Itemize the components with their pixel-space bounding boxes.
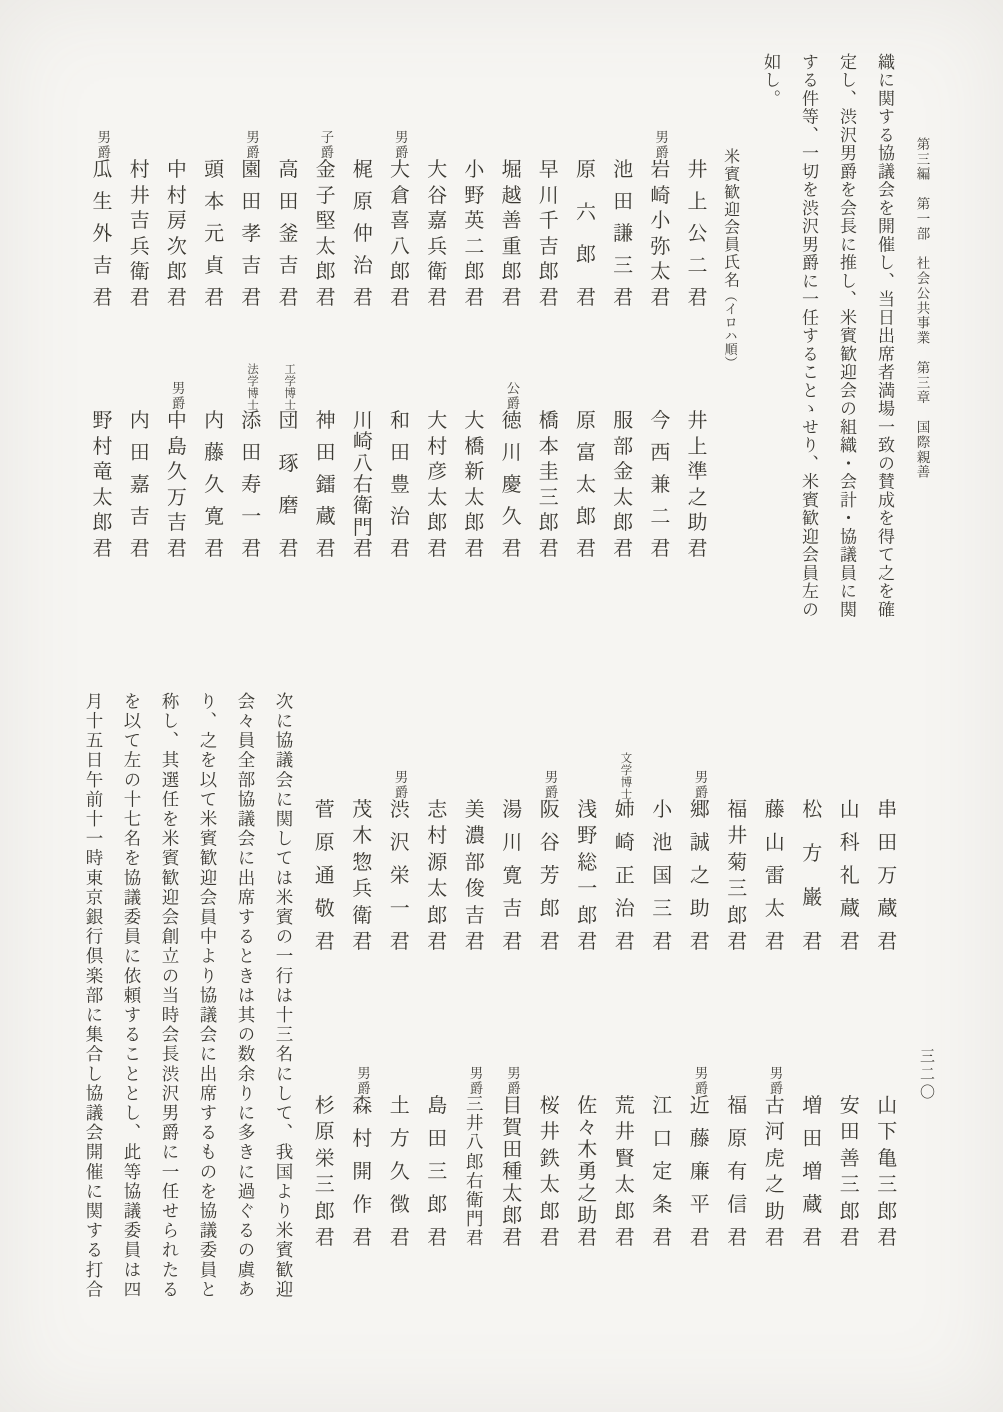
member-name: 杉 原 栄 三 郎 君 [314,1095,335,1249]
title-slot [679,114,716,160]
noble-title: 男爵 [392,130,408,160]
member-column [381,754,419,1248]
member-name: 橋 本 圭 三 郎 君 [538,410,559,560]
title-slot [270,114,307,160]
column-gap [344,308,381,365]
member-name: 島 田 三 郎 君 [427,1095,448,1249]
title-slot [456,754,494,800]
member-name: 湯 川 寛 吉 君 [502,799,523,953]
noble-title: 男爵 [692,1066,708,1096]
member-column [606,754,644,1248]
paragraph-line: 織に関する協議会を開催し、当日出席者満場一致の賛成を得て之を確 [875,53,894,619]
noble-title: 男爵 [692,770,708,800]
title-slot [569,754,607,800]
noble-title: 男爵 [169,381,185,411]
paragraph-line: 次に協議会に関しては米賓の一行は十三名にして、我国より米賓歓迎 [274,692,294,1300]
title-slot [121,114,158,160]
column-gap [719,952,757,1050]
title-slot [419,754,457,800]
title-slot [456,114,493,160]
paragraph-line: 会々員全部協議会に出席するときは其の数余りに多きに過ぐるの虞あ [236,692,256,1300]
noble-title: 法学博士 [246,363,258,411]
member-column [344,754,382,1248]
title-slot [381,754,419,800]
column-gap [679,308,716,365]
member-name: 原 富 太 郎 君 [575,410,596,560]
column-gap [456,952,494,1050]
member-column [494,754,532,1248]
member-name: 金 子 堅 太 郎 君 [315,159,336,309]
title-slot [606,754,644,800]
title-slot [605,365,642,411]
column-gap [494,952,532,1050]
title-slot [756,1050,794,1096]
member-name: 茂 木 惣 兵 衛 君 [352,799,373,953]
member-name: 渋 沢 栄 一 君 [389,799,410,953]
member-column [121,114,158,559]
column-gap [530,308,567,365]
member-name: 堀 越 善 重 郎 君 [501,159,522,309]
member-name: 岩 崎 小 弥 太 君 [650,159,671,309]
member-name: 菅 原 通 敬 君 [314,799,335,953]
noble-title: 男爵 [95,130,111,160]
member-column [679,114,716,559]
title-slot [644,1050,682,1096]
member-name: 村 井 吉 兵 衛 君 [129,159,150,309]
member-column [307,114,344,559]
column-gap [869,952,907,1050]
column-gap [794,952,832,1050]
member-column [270,114,307,559]
member-name: 原 六 郎 君 [575,159,596,309]
title-slot [530,365,567,411]
noble-title: 文学博士 [619,752,632,800]
member-name: 佐 々 木 勇 之 助 君 [577,1095,598,1249]
member-column [456,754,494,1248]
member-name: 内 田 嘉 吉 君 [129,410,150,560]
member-name: 和 田 豊 治 君 [390,410,410,560]
member-name: 古 河 虎 之 助 君 [764,1095,785,1249]
column-gap [382,308,419,365]
closing-paragraph [75,692,303,1337]
member-name: 池 田 謙 三 君 [613,159,634,309]
title-slot [419,114,456,160]
member-column [344,114,381,559]
member-name: 大 倉 喜 八 郎 君 [390,159,410,309]
member-name: 串 田 万 蔵 君 [877,799,898,953]
title-slot [84,365,121,411]
member-name: 早 川 千 吉 郎 君 [538,159,559,309]
member-name: 安 田 善 三 郎 君 [839,1095,860,1249]
column-gap [681,952,719,1050]
member-column [569,754,607,1248]
noble-title: 男爵 [653,130,669,160]
title-slot [419,1050,457,1096]
noble-title: 男爵 [355,1066,370,1096]
title-slot [531,754,569,800]
member-column [419,114,456,559]
member-name: 郷 誠 之 助 君 [689,799,710,953]
title-slot [233,114,270,160]
column-gap [605,308,642,365]
title-slot [306,1050,344,1096]
member-name: 野 村 竜 太 郎 君 [92,410,113,560]
member-column [419,754,457,1248]
title-slot [679,365,716,411]
member-name: 徳 川 慶 久 君 [501,410,522,560]
title-slot [605,114,642,160]
title-slot [493,365,530,411]
title-slot [382,114,419,160]
title-slot [831,754,869,800]
title-slot [719,1050,757,1096]
member-name: 小 野 英 二 郎 君 [464,159,485,309]
member-list-title-note: （イロハ順） [722,288,738,370]
title-slot [158,365,195,411]
member-name: 阪 谷 芳 郎 君 [539,799,560,953]
title-slot [307,365,344,411]
member-name: 山 科 礼 蔵 君 [839,799,860,953]
member-name: 福 井 菊 三 郎 君 [727,799,748,953]
member-name: 添 田 寿 一 君 [241,410,262,560]
member-column [794,754,832,1248]
paragraph-line: を以て左の十七名を協議委員に依頼することとし、此等協議委員は四 [122,692,142,1300]
title-slot [681,754,719,800]
column-gap [270,308,307,365]
member-name: 三 井 八 郎 右 衛 門 君 [466,1094,484,1249]
title-slot [306,754,344,800]
committee-name-list [306,754,906,1248]
title-slot [196,114,233,160]
member-name: 神 田 鐳 蔵 君 [315,410,336,560]
member-column [719,754,757,1248]
member-column [644,754,682,1248]
noble-title: 男爵 [244,130,259,160]
member-column [605,114,642,559]
member-column [493,114,530,559]
member-column [756,754,794,1248]
title-slot [794,754,832,800]
title-slot [606,1050,644,1096]
title-slot [493,114,530,160]
title-slot [569,1050,607,1096]
member-name: 荒 井 賢 太 郎 君 [614,1095,635,1249]
member-name: 内 藤 久 寛 君 [204,410,225,560]
title-slot [531,1050,569,1096]
member-name: 松 方 巌 君 [802,799,823,953]
member-name: 福 原 有 信 君 [727,1095,748,1249]
paragraph-line: 月十五日午前十一時東京銀行倶楽部に集合し協議会開催に関する打合 [84,692,104,1300]
member-name: 近 藤 廉 平 君 [689,1095,710,1249]
title-slot [233,365,270,411]
opening-paragraph [751,53,903,643]
title-slot [831,1050,869,1096]
member-name: 川 崎 八 右 衛 門 君 [352,410,373,560]
member-name-list [84,114,716,559]
title-slot [381,1050,419,1096]
paragraph-line: り、之を以て米賓歓迎会員中より協議会に出席するものを協議委員と [198,692,218,1300]
member-name: 浅 野 総 一 郎 君 [577,799,598,953]
member-name: 土 方 久 徴 君 [389,1095,410,1249]
paragraph-line: 定し、渋沢男爵を会長に推し、米賓歓迎会の組織・会計・協議員に関 [837,53,856,619]
member-name: 服 部 金 太 郎 君 [613,410,634,560]
member-name: 梶 原 仲 治 君 [352,159,373,309]
column-gap [756,952,794,1050]
title-slot [307,114,344,160]
column-gap [121,308,158,365]
title-slot [794,1050,832,1096]
column-gap [381,952,419,1050]
noble-title: 男爵 [467,1066,483,1096]
column-gap [344,952,382,1050]
column-gap [307,308,344,365]
member-column [567,114,604,559]
member-name: 小 池 国 三 君 [652,799,673,953]
column-gap [84,308,121,365]
member-column [84,114,121,559]
member-name: 団 琢 磨 君 [278,410,299,560]
member-column [531,754,569,1248]
column-gap [569,952,607,1050]
member-list-title-text: 米賓歓迎会員氏名 [721,148,739,289]
member-column [642,114,679,559]
chapter-header: 第三編 第一部 社会公共事業 第三章 国際親善 [914,137,930,480]
member-column [233,114,270,559]
title-slot [84,114,121,160]
column-gap [567,308,604,365]
member-name: 今 西 兼 二 君 [650,410,671,560]
noble-title: 工学博士 [283,363,296,411]
title-slot [196,365,233,411]
noble-title: 男爵 [767,1066,783,1096]
member-column [158,114,195,559]
member-list-title [721,148,739,369]
column-gap [196,308,233,365]
column-gap [831,952,869,1050]
column-gap [158,308,195,365]
member-column [831,754,869,1248]
title-slot [869,754,907,800]
paragraph-line: する件等、一切を渋沢男爵に一任することゝせり、米賓歓迎会員左の [799,53,818,619]
column-gap [456,308,493,365]
member-name: 大 村 彦 太 郎 君 [427,410,448,560]
title-slot [456,365,493,411]
title-slot [567,114,604,160]
member-column [306,754,344,1248]
member-column [456,114,493,559]
member-name: 山 下 亀 三 郎 君 [877,1095,898,1249]
column-gap [306,952,344,1050]
title-slot [344,365,381,411]
column-gap [606,952,644,1050]
member-name: 井 上 公 二 君 [687,159,708,309]
column-gap [531,952,569,1050]
title-slot [456,1050,494,1096]
member-column [382,114,419,559]
title-slot [382,365,419,411]
member-column [530,114,567,559]
member-name: 姉 崎 正 治 君 [614,799,635,953]
title-slot [869,1050,907,1096]
title-slot [344,114,381,160]
member-name: 大 谷 嘉 兵 衛 君 [427,159,448,309]
column-gap [233,308,270,365]
noble-title: 子爵 [318,130,334,160]
member-name: 藤 山 雷 太 君 [764,799,785,953]
member-name: 大 橋 新 太 郎 君 [464,410,485,560]
title-slot [270,365,307,411]
title-slot [644,754,682,800]
member-name: 井 上 準 之 助 君 [687,410,708,560]
title-slot [494,1050,532,1096]
member-name: 中 村 房 次 郎 君 [166,159,187,309]
title-slot [344,1050,382,1096]
member-name: 桜 井 鉄 太 郎 君 [539,1095,560,1249]
column-gap [642,308,679,365]
title-slot [344,754,382,800]
noble-title: 男爵 [392,770,408,800]
member-column [869,754,907,1248]
paragraph-line: 如し。 [761,53,780,108]
member-name: 森 村 開 作 君 [352,1095,373,1249]
noble-title: 公爵 [504,381,520,411]
paragraph-line: 称し、其選任を米賓歓迎会創立の当時会長渋沢男爵に一任せられたる [160,692,180,1300]
member-name: 増 田 増 蔵 君 [802,1095,823,1249]
title-slot [642,365,679,411]
member-column [196,114,233,559]
column-gap [644,952,682,1050]
member-name: 美 濃 部 俊 吉 君 [464,799,485,953]
member-name: 志 村 源 太 郎 君 [427,799,448,953]
member-column [681,754,719,1248]
title-slot [719,754,757,800]
member-name: 園 田 孝 吉 君 [241,159,262,309]
title-slot [158,114,195,160]
title-slot [567,365,604,411]
title-slot [681,1050,719,1096]
member-name: 高 田 釜 吉 君 [278,159,299,309]
title-slot [121,365,158,411]
member-name: 瓜 生 外 吉 君 [92,159,113,309]
title-slot [756,754,794,800]
member-name: 中 島 久 万 吉 君 [166,410,187,560]
column-gap [419,308,456,365]
column-gap [419,952,457,1050]
title-slot [642,114,679,160]
title-slot [530,114,567,160]
title-slot [494,754,532,800]
title-slot [419,365,456,411]
page-number: 三二〇 [918,1048,934,1102]
noble-title: 男爵 [542,770,558,800]
member-name: 頭 本 元 貞 君 [204,159,225,309]
column-gap [493,308,530,365]
member-name: 目 賀 田 種 太 郎 君 [502,1095,523,1249]
member-name: 江 口 定 条 君 [652,1095,673,1249]
noble-title: 男爵 [505,1066,520,1096]
